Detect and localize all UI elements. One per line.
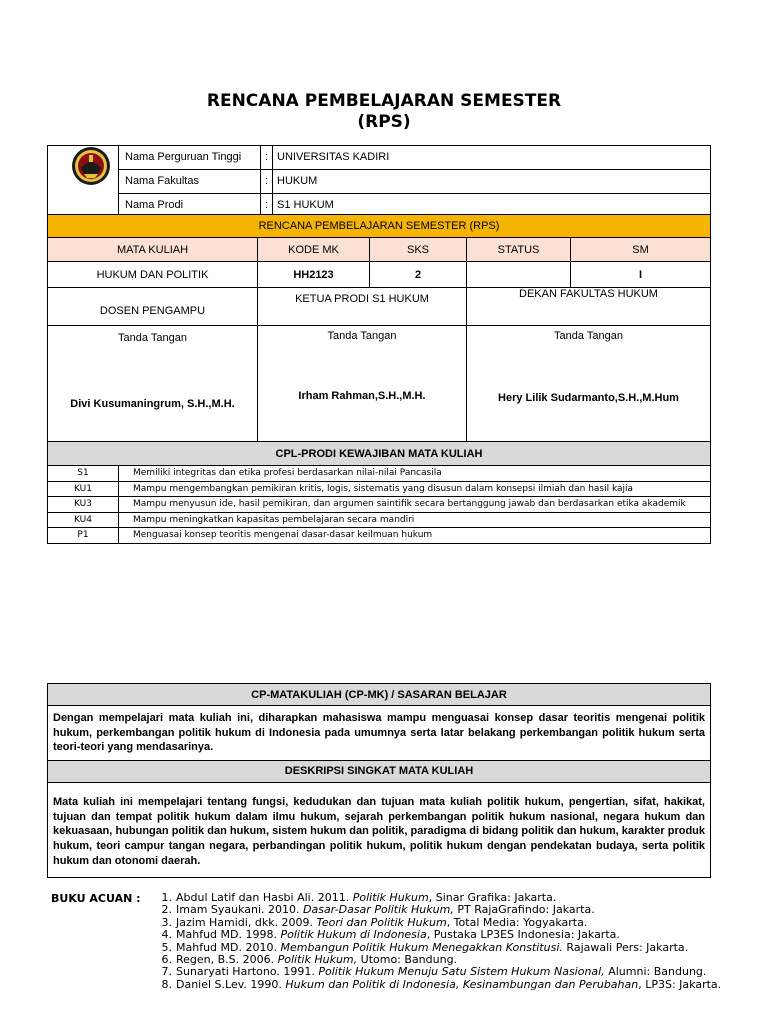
rps-table — [47, 214, 711, 466]
cpl-code: P1 — [48, 528, 119, 544]
references-label: BUKU ACUAN : — [51, 892, 141, 905]
sign-label: Tanda Tangan — [554, 330, 623, 342]
cpl-table — [47, 465, 711, 544]
identity-label: Nama Fakultas — [119, 169, 261, 193]
course-status — [467, 262, 571, 288]
list-item: 4. Mahfud MD. 1998. Politik Hukum di Indonesia, Pustaka LP3ES Indonesia: Jakarta. — [161, 928, 620, 942]
course-sks: 2 — [370, 262, 467, 288]
document-subtitle: (RPS) — [357, 112, 411, 132]
table-row — [48, 497, 711, 513]
description-text: Mata kuliah ini mempelajari tentang fungsi, kedudukan dan tujuan mata kuliah politik hukum, pengertian, sifat, hakikat, tujuan dan tempat politik hukum dalam ilmu hukum, sejarah perkembangan politik hukum nasional, negara hukum dan kekuasaan, hubungan politik dan hukum, sistem hukum dan politik, paradigma di bidang politik dan hukum, karakter produk hukum, teori campur tangan negara, perbandingan politik hukum, politik hukum dengan pendekatan budaya, serta politik hukum dan otonomi daerah. — [48, 782, 711, 877]
document-title: RENCANA PEMBELAJARAN SEMESTER — [206, 91, 562, 111]
list-item: 6. Regen, B.S. 2006. Politik Hukum, Utomo: Bandung. — [161, 952, 458, 966]
role-dekan: DEKAN FAKULTAS HUKUM — [467, 288, 711, 326]
identity-label: Nama Perguruan Tinggi — [119, 146, 261, 170]
cpmk-header: CP-MATAKULIAH (CP-MK) / SASARAN BELAJAR — [48, 684, 711, 706]
sign-cell-dekan — [467, 326, 711, 442]
col-header-mata-kuliah: MATA KULIAH — [48, 238, 258, 262]
sign-name-ketua: Irham Rahman,S.H.,M.H. — [298, 390, 426, 402]
identity-colon: : — [261, 193, 273, 217]
identity-value: HUKUM — [273, 169, 711, 193]
col-header-status: STATUS — [467, 238, 571, 262]
col-header-kode-mk: KODE MK — [258, 238, 370, 262]
university-logo-icon — [48, 146, 118, 214]
cpl-code: KU3 — [48, 497, 119, 513]
cpl-code: KU1 — [48, 481, 119, 497]
cpmk-text: Dengan mempelajari mata kuliah ini, diharapkan mahasiswa mampu menguasai konsep dasar teoritis mengenai politik hukum, perkembangan politik hukum di Indonesia pada umumnya serta latar belakang perkembangan politik hukum serta teori-teori yang mendasarinya. — [48, 706, 711, 761]
list-item: 7. Sunaryati Hartono. 1991. Politik Hukum Menuju Satu Sistem Hukum Nasional, Alumni: Bandung. — [161, 965, 707, 979]
table-row — [48, 528, 711, 544]
role-dosen: DOSEN PENGAMPU — [48, 288, 258, 326]
description-header: DESKRIPSI SINGKAT MATA KULIAH — [48, 760, 711, 782]
list-item: 8. Daniel S.Lev. 1990. Hukum dan Politik di Indonesia, Kesinambungan dan Perubahan, LP3S: Jakarta. — [161, 977, 722, 991]
cpl-desc: Menguasai konsep teoritis mengenai dasar-dasar keilmuan hukum — [119, 528, 711, 544]
identity-value: UNIVERSITAS KADIRI — [273, 146, 711, 170]
cpl-header: CPL-PRODI KEWAJIBAN MATA KULIAH — [48, 442, 711, 466]
sign-label: Tanda Tangan — [327, 330, 397, 342]
course-sm: I — [571, 262, 711, 288]
col-header-sm: SM — [571, 238, 711, 262]
sign-label: Tanda Tangan — [118, 332, 187, 344]
cpl-code: KU4 — [48, 512, 119, 528]
table-row — [48, 512, 711, 528]
identity-table — [47, 145, 711, 218]
sign-name-dekan: Hery Lilik Sudarmanto,S.H.,M.Hum — [498, 392, 679, 404]
cpl-code: S1 — [48, 466, 119, 482]
col-header-sks: SKS — [370, 238, 467, 262]
cpmk-table — [47, 683, 711, 878]
table-row — [48, 481, 711, 497]
course-code: HH2123 — [258, 262, 370, 288]
sign-cell-dosen — [48, 326, 258, 442]
sign-cell-ketua — [258, 326, 467, 442]
identity-colon: : — [261, 169, 273, 193]
rps-header: RENCANA PEMBELAJARAN SEMESTER (RPS) — [48, 215, 711, 238]
list-item: 2. Imam Syaukani. 2010. Dasar-Dasar Politik Hukum, PT RajaGrafindo: Jakarta. — [161, 903, 595, 917]
list-item: 1. Abdul Latif dan Hasbi Ali. 2011. Politik Hukum, Sinar Grafika: Jakarta. — [161, 891, 557, 904]
cpl-desc: Mampu mengembangkan pemikiran kritis, logis, sistematis yang disusun dalam konsepsi ilmiah dan hasil kajia — [119, 481, 711, 497]
identity-label: Nama Prodi — [119, 193, 261, 217]
sign-name-dosen: Divi Kusumaningrum, S.H.,M.H. — [70, 398, 235, 410]
list-item: 5. Mahfud MD. 2010. Membangun Politik Hukum Menegakkan Konstitusi. Rajawali Pers: Jakarta. — [161, 940, 689, 954]
cpl-desc: Mampu meningkatkan kapasitas pembelajaran secara mandiri — [119, 512, 711, 528]
list-item: 3. Jazim Hamidi, dkk. 2009. Teori dan Politik Hukum, Total Media: Yogyakarta. — [161, 915, 588, 929]
logo-cell — [48, 146, 119, 218]
cpl-desc: Mampu menyusun ide, hasil pemikiran, dan argumen saintifik secara bertanggung jawab dan berdasarkan etika akademik — [119, 497, 711, 513]
references-list — [155, 892, 721, 991]
identity-colon: : — [261, 146, 273, 170]
role-ketua: KETUA PRODI S1 HUKUM — [258, 288, 467, 326]
identity-value: S1 HUKUM — [273, 193, 711, 217]
cpl-desc: Memiliki integritas dan etika profesi berdasarkan nilai-nilai Pancasila — [119, 466, 711, 482]
course-name: HUKUM DAN POLITIK — [48, 262, 258, 288]
table-row — [48, 466, 711, 482]
